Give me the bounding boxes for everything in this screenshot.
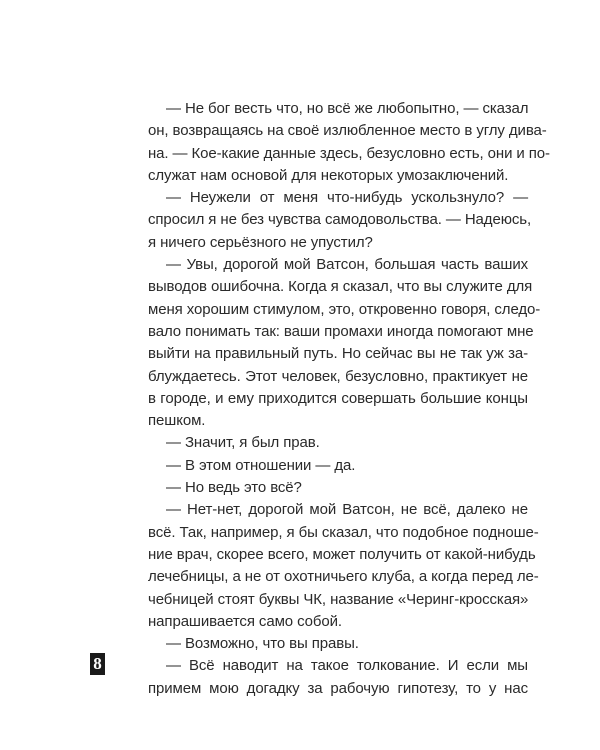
text-line: чебницей стоят буквы ЧК, название «Черинг-кросская» bbox=[148, 590, 529, 608]
text-line: ние врач, скорее всего, может получить от какой-нибудь bbox=[148, 545, 536, 563]
text-line: — Всё наводит на такое толкование. И если мы bbox=[166, 657, 528, 675]
text-line: — Возможно, что вы правы. bbox=[166, 635, 359, 653]
text-line: он, возвращаясь на своё излюбленное место в углу дива- bbox=[148, 122, 547, 140]
text-line: — Не бог весть что, но всё же любопытно, — сказал bbox=[166, 100, 529, 117]
text-line: на. — Кое-какие данные здесь, безусловно есть, они и по- bbox=[148, 144, 550, 162]
text-line: в городе, и ему приходится совершать большие концы bbox=[148, 389, 528, 407]
text-line: блуждаетесь. Этот человек, безусловно, практикует не bbox=[148, 367, 528, 385]
text-line: служат нам основой для некоторых умозаключений. bbox=[148, 166, 509, 184]
page-number: 8 bbox=[90, 653, 105, 675]
text-line: — Но ведь это всё? bbox=[166, 479, 302, 497]
text-line: — Нет-нет, дорогой мой Ватсон, не всё, далеко не bbox=[166, 501, 528, 519]
text-line: — Увы, дорогой мой Ватсон, большая часть ваших bbox=[166, 256, 528, 274]
text-line: спросил я не без чувства самодовольства. — Надеюсь, bbox=[148, 211, 532, 229]
text-line: — Значит, я был прав. bbox=[166, 434, 320, 452]
text-line: напрашивается само собой. bbox=[148, 612, 342, 630]
text-line: выйти на правильный путь. Но сейчас вы не так уж за- bbox=[148, 345, 528, 363]
body-text bbox=[148, 98, 550, 700]
text-line: всё. Так, например, я бы сказал, что подобное подноше- bbox=[148, 523, 539, 541]
text-line: меня хорошим стимулом, это, откровенно говоря, следо- bbox=[148, 300, 541, 318]
text-line: вало понимать так: ваши промахи иногда помогают мне bbox=[148, 322, 534, 340]
text-line: лечебницы, а не от охотничьего клуба, а когда перед ле- bbox=[148, 568, 539, 586]
text-line: примем мою догадку за рабочую гипотезу, то у нас bbox=[148, 679, 528, 697]
text-line: — Неужели от меня что-нибудь ускользнуло? — bbox=[166, 189, 528, 207]
text-line: выводов ошибочна. Когда я сказал, что вы служите для bbox=[148, 278, 533, 296]
text-line: пешком. bbox=[148, 412, 206, 430]
text-line: я ничего серьёзного не упустил? bbox=[148, 233, 373, 251]
text-line: — В этом отношении — да. bbox=[166, 456, 356, 474]
